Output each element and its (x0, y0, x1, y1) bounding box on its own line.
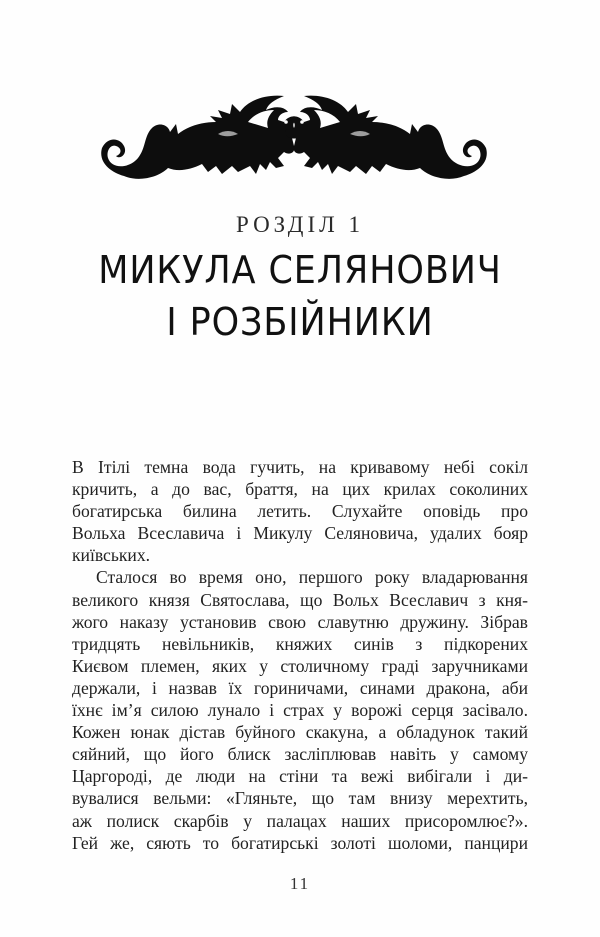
chapter-title (24, 244, 576, 348)
text-line: Києвом племен, яких у столичному граді заручниками (72, 655, 528, 676)
text-line: жого наказу установив свою славутню дружину. Зібрав (72, 611, 528, 632)
text-line: Сталося во время оно, першого року владарювання (96, 567, 528, 588)
text-line: тридцять невільників, княжих синів з підкорених (72, 633, 528, 654)
chapter-title-line-2: І РОЗБІЙНИКИ (166, 300, 434, 344)
paragraph-2 (72, 566, 528, 853)
paragraph-1 (72, 456, 528, 566)
body-text (72, 456, 528, 854)
chapter-label: РОЗДІЛ 1 (236, 212, 364, 237)
text-line: вувалися вельми: «Гляньте, що там внизу мерехтить, (72, 788, 528, 809)
text-line: аж полиск скарбів у палацах наших присоромлює?». (72, 810, 528, 831)
text-line: Гей же, сяють то богатирські золоті шоломи, панцири (72, 832, 528, 853)
text-line: їхнє ім’я силою лунало і страх у ворожі серця засівало. (72, 700, 528, 721)
text-line: великого князя Святослава, що Вольх Всеславич з кня- (72, 589, 528, 610)
text-line: київських. (72, 545, 151, 566)
text-line: Царгороді, де люди на стіни та вежі вибігали і ди- (72, 766, 528, 787)
text-line: Вольха Всеславича і Микулу Селяновича, удалих бояр (72, 523, 528, 544)
text-line: богатирська билина летить. Слухайте оповідь про (72, 501, 528, 522)
text-line: держали, і назвав їх гориничами, синами дракона, аби (72, 677, 528, 698)
chapter-title-line-1: МИКУЛА СЕЛЯНОВИЧ (98, 248, 502, 292)
twin-dragons-illustration-icon (98, 86, 490, 188)
text-line: Кожен юнак дістав буйного скакуна, а обладунок такий (72, 722, 528, 743)
page-number: 11 (289, 874, 311, 893)
text-line: сяйний, що його блиск засліплював навіть у самому (72, 744, 528, 765)
text-line: В Ітілі темна вода гучить, на кривавому небі сокіл (72, 457, 528, 477)
text-line: кричить, а до вас, браття, на цих крилах соколиних (72, 479, 528, 500)
